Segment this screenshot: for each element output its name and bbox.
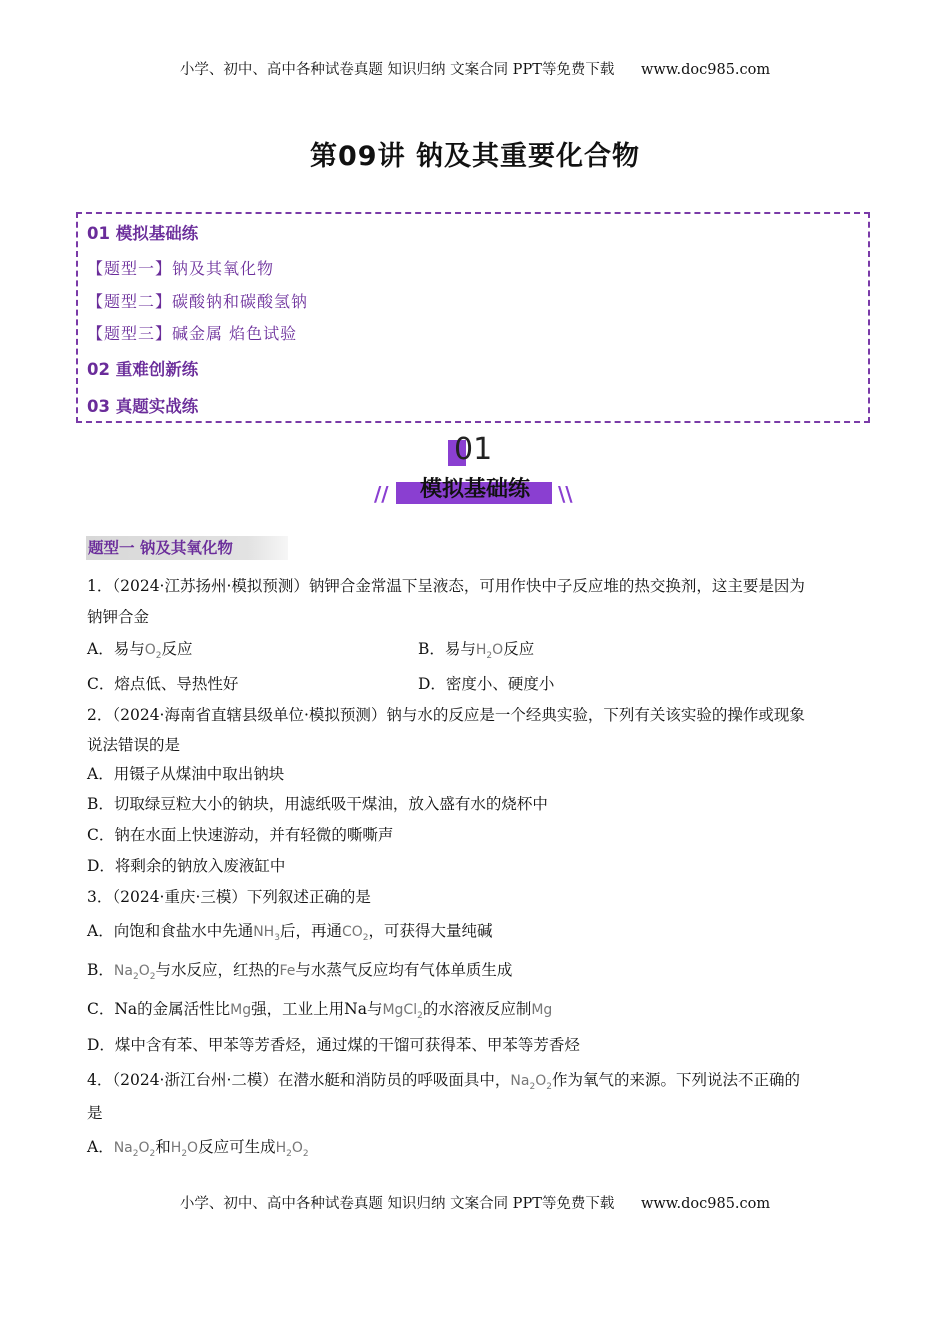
- header-text: 小学、初中、高中各种试卷真题 知识归纳 文案合同 PPT等免费下载: [179, 62, 615, 78]
- q1-stem: 1．（2024·江苏扬州·模拟预测）钠钾合金常温下呈液态，可用作快中子反应堆的热交换剂，这主要是因为: [87, 577, 805, 595]
- q3-option-d[interactable]: D．煤中含有苯、甲苯等芳香烃，通过煤的干馏可获得苯、甲苯等芳香烃: [87, 1036, 580, 1054]
- toc-type-2[interactable]: 【题型二】碳酸钠和碳酸氢钠: [87, 292, 309, 311]
- q4-option-a[interactable]: A．$Na_2O_2$和$H_2O$反应可生成$H_2O_2$: [87, 1138, 309, 1159]
- footer-site-link[interactable]: www.doc985.com: [640, 1196, 771, 1212]
- footer-text: 小学、初中、高中各种试卷真题 知识归纳 文案合同 PPT等免费下载: [179, 1196, 615, 1212]
- banner-number: 01: [454, 432, 493, 467]
- q2-option-c[interactable]: C．钠在水面上快速游动，并有轻微的嘶嘶声: [87, 826, 394, 844]
- toc-section-3[interactable]: 03 真题实战练: [87, 397, 199, 416]
- q2-option-a[interactable]: A．用镊子从煤油中取出钠块: [87, 765, 285, 783]
- toc-section-2[interactable]: 02 重难创新练: [87, 360, 199, 379]
- q1-option-c[interactable]: C．熔点低、导热性好: [87, 675, 239, 693]
- q2-stem-cont: 说法错误的是: [87, 736, 181, 754]
- toc-type-1[interactable]: 【题型一】钠及其氧化物: [87, 259, 275, 278]
- q1-option-b[interactable]: B．易与$H_2O$反应: [418, 640, 535, 661]
- toc-type-3[interactable]: 【题型三】碱金属 焰色试验: [87, 324, 298, 343]
- section-banner: [374, 432, 573, 514]
- page-header: [0, 58, 950, 79]
- q4-stem-cont: 是: [87, 1104, 103, 1122]
- q3-option-a[interactable]: A．向饱和食盐水中先通$NH_3$后，再通$CO_2$，可获得大量纯碱: [87, 922, 493, 943]
- category-heading: 题型一 钠及其氧化物: [86, 536, 288, 560]
- q3-stem: 3．（2024·重庆·三模）下列叙述正确的是: [87, 888, 371, 906]
- banner-slash-left-icon: //: [374, 482, 389, 506]
- toc-section-1[interactable]: 01 模拟基础练: [87, 224, 199, 243]
- page-title: 第09讲 钠及其重要化合物: [310, 141, 640, 172]
- banner-label: 模拟基础练: [419, 477, 530, 502]
- q1-option-a[interactable]: A．易与$O_2$反应: [87, 640, 193, 661]
- q4-stem: 4．（2024·浙江台州·二模）在潜水艇和消防员的呼吸面具中，$Na_2O_2$作为氧气的来源。下列说法不正确的: [87, 1071, 800, 1092]
- q3-option-c[interactable]: C．Na的金属活性比Mg强，工业上用Na与MgCl$_2$的水溶液反应制Mg: [87, 1000, 553, 1021]
- q2-stem: 2．（2024·海南省直辖县级单位·模拟预测）钠与水的反应是一个经典实验，下列有关该实验的操作或现象: [87, 706, 805, 724]
- header-site-link[interactable]: www.doc985.com: [640, 62, 771, 78]
- q3-option-b[interactable]: B．$Na_2O_2$与水反应，红热的Fe与水蒸气反应均有气体单质生成: [87, 961, 513, 982]
- q2-option-d[interactable]: D．将剩余的钠放入废液缸中: [87, 857, 286, 875]
- q2-option-b[interactable]: B．切取绿豆粒大小的钠块，用滤纸吸干煤油，放入盛有水的烧杯中: [87, 795, 548, 813]
- page-footer: [0, 1192, 950, 1213]
- toc-box: [76, 212, 870, 423]
- q1-option-d[interactable]: D．密度小、硬度小: [418, 675, 555, 693]
- banner-slash-right-icon: \\: [558, 482, 573, 506]
- q1-stem-cont: 钠钾合金: [87, 608, 150, 626]
